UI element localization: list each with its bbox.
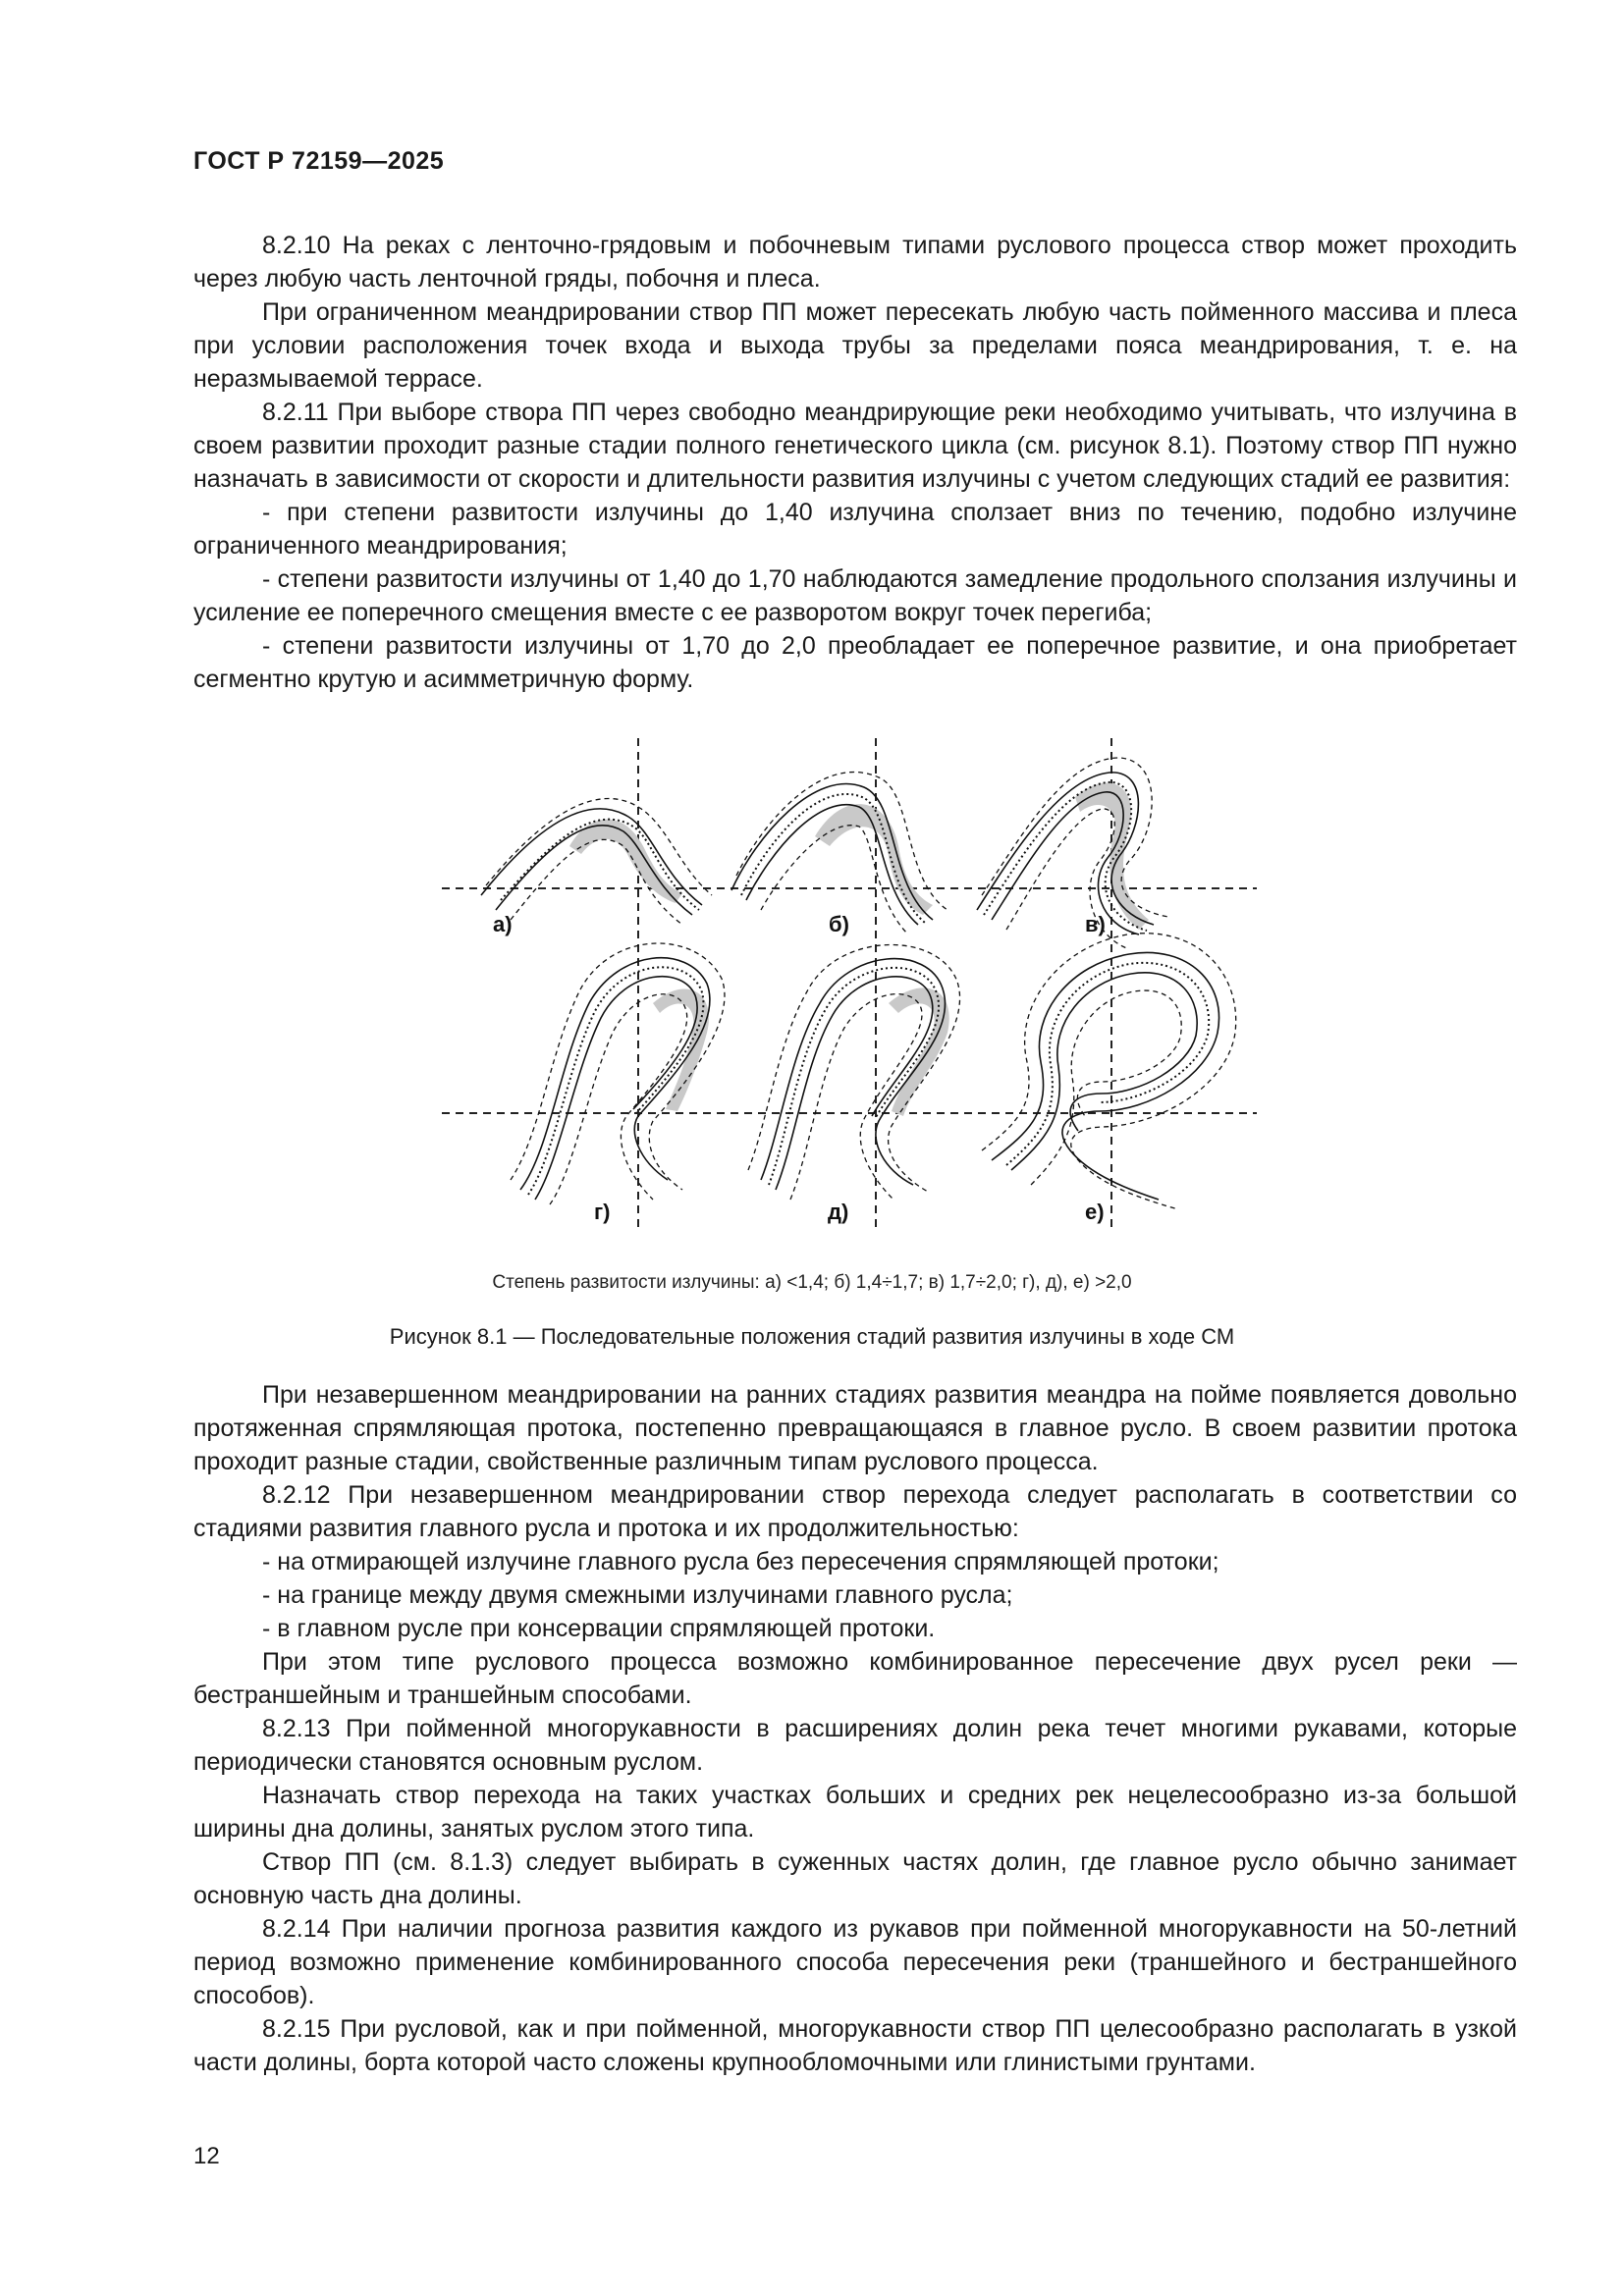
paragraph: 8.2.14 При наличии прогноза развития каждого из рукавов при пойменной многорукавности на 50-летний период возможно применение комбинированного способа пересечения реки (траншейного и бестраншейного способов). bbox=[193, 1915, 1517, 2009]
panel-f-sketch bbox=[982, 934, 1236, 1209]
panel-label-c: в) bbox=[1085, 912, 1106, 936]
list-item: - степени развитости излучины от 1,70 до 2,0 преобладает ее поперечное развитие, и она приобретает сегментно крутую и асимметричную форму. bbox=[193, 632, 1517, 693]
panel-d-sketch bbox=[511, 943, 725, 1204]
paragraph: При ограниченном меандрировании створ ПП может пересекать любую часть пойменного массива и плеса при условии расположения точек входа и выхода трубы за пределами пояса меандрирования, т. е. на неразмываемой террасе. bbox=[193, 298, 1517, 393]
body-text-bottom bbox=[193, 1378, 1517, 2079]
paragraph: При этом типе руслового процесса возможно комбинированное пересечение двух русел реки — бестраншейным и траншейным способами. bbox=[193, 1648, 1517, 1709]
body-text-top bbox=[193, 229, 1517, 696]
figure-meander-stages bbox=[442, 738, 1257, 1249]
paragraph: Створ ПП (см. 8.1.3) следует выбирать в суженных частях долин, где главное русло обычно занимает основную часть дна долины. bbox=[193, 1848, 1517, 1909]
panel-c-sketch bbox=[977, 758, 1168, 949]
paragraph: Назначать створ перехода на таких участках больших и средних рек нецелесообразно из-за большой ширины дна долины, занятых руслом этого типа. bbox=[193, 1782, 1517, 1842]
paragraph: 8.2.11 При выборе створа ПП через свободно меандрирующие реки необходимо учитывать, что излучина в своем развитии проходит разные стадии полного генетического цикла (см. рисунок 8.1). Поэтому створ ПП нужно назначать в зависимости от скорости и длительности развития излучины с учетом следующих стадий ее развития: bbox=[193, 399, 1517, 493]
panel-label-f: е) bbox=[1085, 1200, 1105, 1224]
panel-label-d: г) bbox=[594, 1200, 611, 1224]
figure-caption: Рисунок 8.1 — Последовательные положения стадий развития излучины в ходе СМ bbox=[389, 1324, 1235, 1349]
meander-diagram bbox=[442, 738, 1257, 1249]
page-number: 12 bbox=[193, 2143, 220, 2169]
list-item: - степени развитости излучины от 1,40 до 1,70 наблюдаются замедление продольного сползания излучины и усиление ее поперечного смещения вместе с ее разворотом вокруг точек перегиба; bbox=[193, 565, 1517, 626]
panel-e-sketch bbox=[748, 944, 960, 1200]
panel-b-sketch bbox=[731, 773, 947, 934]
figure-legend: Степень развитости излучины: а) <1,4; б) 1,4÷1,7; в) 1,7÷2,0; г), д), е) >2,0 bbox=[492, 1272, 1132, 1293]
list-item: - в главном русле при консервации спрямляющей протоки. bbox=[262, 1615, 936, 1642]
paragraph: При незавершенном меандрировании на ранних стадиях развития меандра на пойме появляется довольно протяженная спрямляющая протока, постепенно превращающаяся в главное русло. В своем развитии протока проходит разные стадии, свойственные различным типам руслового процесса. bbox=[193, 1381, 1517, 1475]
paragraph: 8.2.10 На реках с ленточно-грядовым и побочневым типами руслового процесса створ может проходить через любую часть ленточной гряды, побочня и плеса. bbox=[193, 232, 1517, 293]
panel-label-b: б) bbox=[829, 912, 849, 936]
panel-a-sketch bbox=[481, 799, 712, 925]
list-item: - при степени развитости излучины до 1,40 излучина сползает вниз по течению, подобно излучине ограниченного меандрирования; bbox=[193, 499, 1517, 560]
paragraph: 8.2.15 При русловой, как и при пойменной, многорукавности створ ПП целесообразно располагать в узкой части долины, борта которой часто сложены крупнообломочными или глинистыми грунтами. bbox=[193, 2015, 1517, 2076]
document-header: ГОСТ Р 72159—2025 bbox=[193, 147, 445, 175]
list-item: - на границе между двумя смежными излучинами главного русла; bbox=[262, 1581, 1013, 1609]
panel-label-e: д) bbox=[828, 1200, 849, 1224]
panel-label-a: а) bbox=[493, 912, 513, 936]
paragraph: 8.2.12 При незавершенном меандрировании створ перехода следует располагать в соответствии со стадиями развития главного русла и протока и их продолжительностью: bbox=[193, 1481, 1517, 1542]
list-item: - на отмирающей излучине главного русла без пересечения спрямляющей протоки; bbox=[262, 1548, 1219, 1575]
paragraph: 8.2.13 При пойменной многорукавности в расширениях долин река течет многими рукавами, которые периодически становятся основным руслом. bbox=[193, 1715, 1517, 1776]
